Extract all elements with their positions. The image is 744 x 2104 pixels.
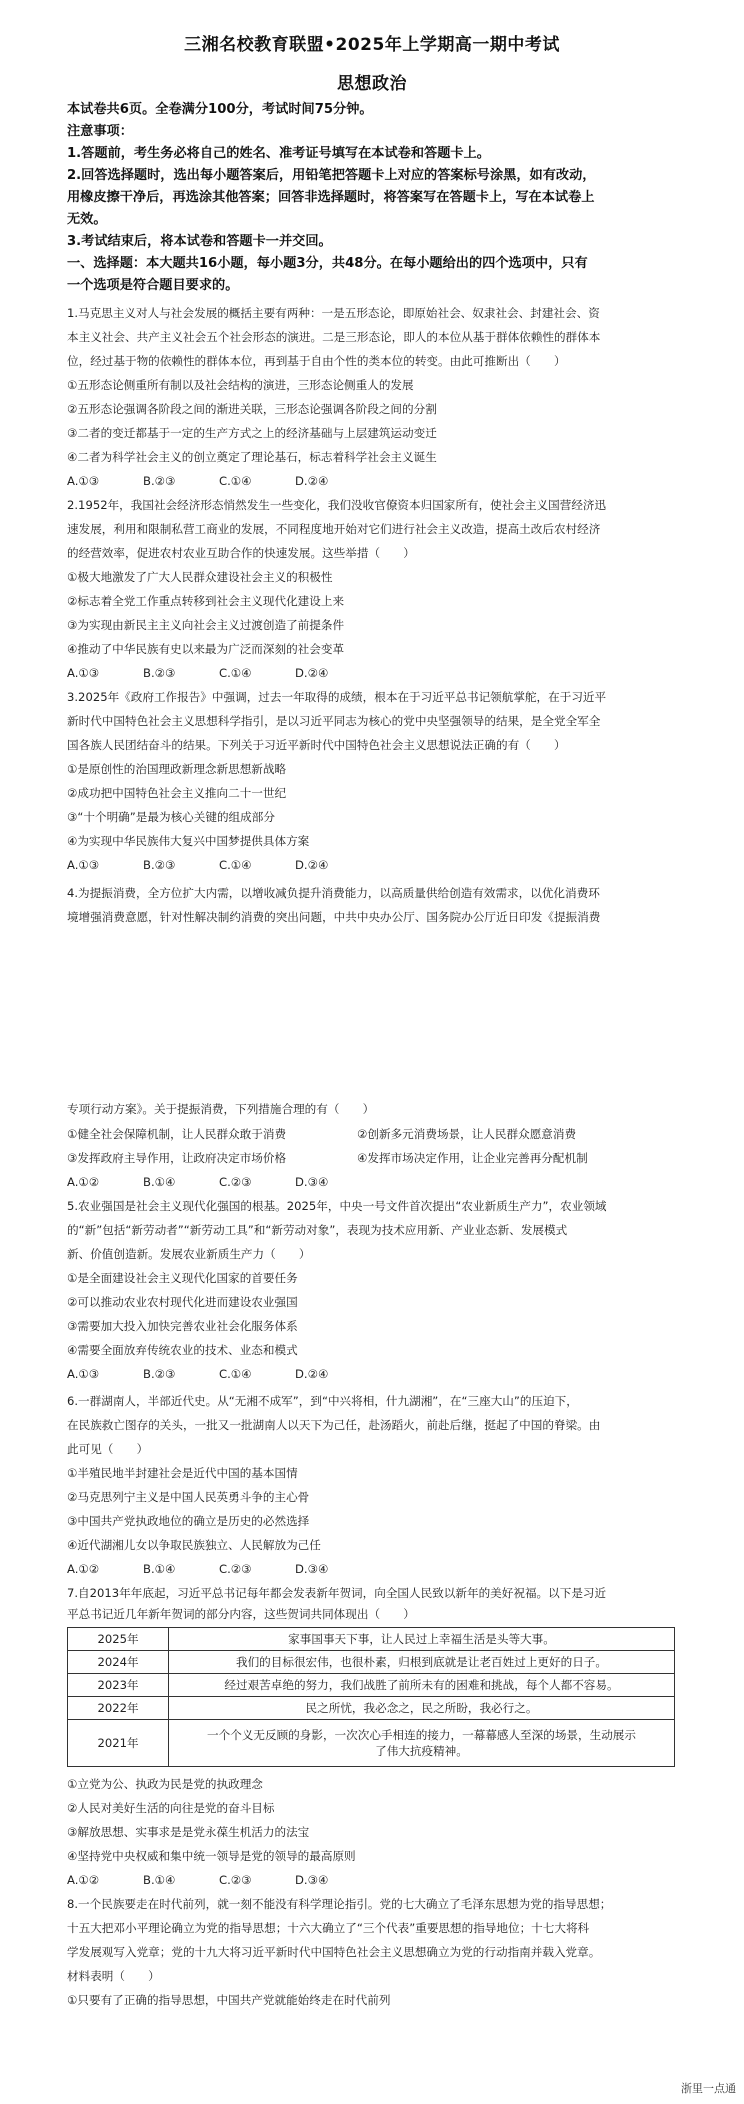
question-stem: 的“新”包括“新劳动者”“新劳动工具”和“新劳动对象”，表现为技术应用新、产业业态新、发展模式 bbox=[67, 1223, 568, 1237]
table-row bbox=[68, 1651, 675, 1674]
year-cell: 2023年 bbox=[68, 1674, 169, 1697]
statement-item: ②标志着全党工作重点转移到社会主义现代化建设上来 bbox=[67, 594, 345, 608]
statement-item: ①只要有了正确的指导思想，中国共产党就能始终走在时代前列 bbox=[67, 1993, 391, 2007]
statement-item: ②人民对美好生活的向往是党的奋斗目标 bbox=[67, 1801, 275, 1815]
question-stem: 7.自2013年年底起，习近平总书记每年都会发表新年贺词，向全国人民致以新年的美好祝福。以下是习近 bbox=[67, 1586, 607, 1600]
question-stem: 速发展，利用和限制私营工商业的发展，不同程度地开始对它们进行社会主义改造，提高土改后农村经济 bbox=[67, 522, 601, 536]
statement-item: ③中国共产党执政地位的确立是历史的必然选择 bbox=[67, 1514, 310, 1528]
option-c: C.②③ bbox=[219, 1175, 252, 1189]
option-a: A.①② bbox=[67, 1873, 100, 1887]
question-stem: 3.2025年《政府工作报告》中强调，过去一年取得的成绩，根本在于习近平总书记领航掌舵，在于习近平 bbox=[67, 690, 607, 704]
year-cell: 2021年 bbox=[68, 1720, 169, 1767]
table-row bbox=[68, 1720, 675, 1767]
option-a: A.①② bbox=[67, 1175, 100, 1189]
statement-item: ①立党为公、执政为民是党的执政理念 bbox=[67, 1777, 263, 1791]
option-c: C.①④ bbox=[219, 1367, 252, 1381]
option-a: A.①③ bbox=[67, 1367, 100, 1381]
statement-item: ④二者为科学社会主义的创立奠定了理论基石，标志着科学社会主义诞生 bbox=[67, 450, 437, 464]
question-stem: 境增强消费意愿，针对性解决制约消费的突出问题，中共中央办公厅、国务院办公厅近日印发《提振消费 bbox=[67, 910, 601, 924]
question-stem: 学发展观写入党章；党的十九大将习近平新时代中国特色社会主义思想确立为党的行动指南并载入党章。 bbox=[67, 1945, 601, 1959]
statement-item: ③发挥政府主导作用，让政府决定市场价格 bbox=[67, 1151, 287, 1165]
statement-item: ④坚持党中央权威和集中统一领导是党的领导的最高原则 bbox=[67, 1849, 356, 1863]
statement-item: ③“十个明确”是最为核心关键的组成部分 bbox=[67, 810, 275, 824]
question-stem: 2.1952年，我国社会经济形态悄然发生一些变化，我们没收官僚资本归国家所有，使社会主义国营经济迅 bbox=[67, 498, 607, 512]
option-d: D.③④ bbox=[295, 1562, 329, 1576]
quote-cell bbox=[169, 1720, 675, 1767]
statement-item: ④需要全面放弃传统农业的技术、业态和模式 bbox=[67, 1343, 298, 1357]
statement-item: ④近代湖湘儿女以争取民族独立、人民解放为己任 bbox=[67, 1538, 321, 1552]
statement-item: ②创新多元消费场景，让人民群众愿意消费 bbox=[357, 1127, 577, 1141]
question-stem: 国各族人民团结奋斗的结果。下列关于习近平新时代中国特色社会主义思想说法正确的有（ ） bbox=[67, 738, 566, 752]
statement-row bbox=[67, 1150, 677, 1166]
option-d: D.②④ bbox=[295, 1367, 329, 1381]
option-b: B.②③ bbox=[143, 858, 176, 872]
quote-cell: 民之所忧，我必念之，民之所盼，我必行之。 bbox=[169, 1697, 675, 1720]
option-c: C.②③ bbox=[219, 1562, 252, 1576]
option-a: A.①③ bbox=[67, 666, 100, 680]
option-c: C.①④ bbox=[219, 474, 252, 488]
exam-info: 本试卷共6页。全卷满分100分，考试时间75分钟。 bbox=[67, 102, 373, 117]
statement-item: ②五形态论强调各阶段之间的渐进关联，三形态论强调各阶段之间的分割 bbox=[67, 402, 437, 416]
section-heading: 一个选项是符合题目要求的。 bbox=[67, 278, 239, 293]
option-c: C.①④ bbox=[219, 666, 252, 680]
option-b: B.②③ bbox=[143, 666, 176, 680]
question-stem: 在民族救亡图存的关头，一批又一批湖南人以天下为己任，赴汤蹈火，前赴后继，挺起了中国的脊梁。由 bbox=[67, 1418, 601, 1432]
question-stem: 平总书记近几年新年贺词的部分内容，这些贺词共同体现出（ ） bbox=[67, 1607, 415, 1621]
statement-item: ③需要加大投入加快完善农业社会化服务体系 bbox=[67, 1319, 298, 1333]
option-b: B.①④ bbox=[143, 1562, 176, 1576]
statement-item: ①极大地激发了广大人民群众建设社会主义的积极性 bbox=[67, 570, 333, 584]
table-row bbox=[68, 1674, 675, 1697]
question-stem: 专项行动方案》。关于提振消费，下列措施合理的有（ ） bbox=[67, 1102, 375, 1116]
option-b: B.②③ bbox=[143, 474, 176, 488]
new-year-speech-table bbox=[67, 1627, 675, 1767]
year-cell: 2024年 bbox=[68, 1651, 169, 1674]
exam-title: 三湘名校教育联盟•2025年上学期高一期中考试 bbox=[184, 35, 560, 55]
question-stem: 5.农业强国是社会主义现代化强国的根基。2025年，中央一号文件首次提出“农业新质生产力”，农业领域 bbox=[67, 1199, 607, 1213]
note-item: 无效。 bbox=[67, 212, 107, 227]
statement-item: ①是原创性的治国理政新理念新思想新战略 bbox=[67, 762, 287, 776]
subject-title: 思想政治 bbox=[337, 74, 407, 94]
quote-line: 了伟大抗疫精神。 bbox=[375, 1744, 468, 1758]
year-cell: 2022年 bbox=[68, 1697, 169, 1720]
option-a: A.①③ bbox=[67, 474, 100, 488]
note-item: 1.答题前，考生务必将自己的姓名、准考证号填写在本试卷和答题卡上。 bbox=[67, 146, 490, 161]
option-b: B.①④ bbox=[143, 1873, 176, 1887]
source-watermark: 浙里一点通 bbox=[681, 2082, 736, 2095]
question-stem: 的经营效率，促进农村农业互助合作的快速发展。这些举措（ ） bbox=[67, 546, 415, 560]
statement-item: ①五形态论侧重所有制以及社会结构的演进，三形态论侧重人的发展 bbox=[67, 378, 414, 392]
statement-item: ①是全面建设社会主义现代化国家的首要任务 bbox=[67, 1271, 298, 1285]
notes-heading: 注意事项： bbox=[67, 124, 133, 139]
statement-item: ③二者的变迁都基于一定的生产方式之上的经济基础与上层建筑运动变迁 bbox=[67, 426, 437, 440]
question-stem: 十五大把邓小平理论确立为党的指导思想；十六大确立了“三个代表”重要思想的指导地位；十七大将科 bbox=[67, 1921, 590, 1935]
option-a: A.①③ bbox=[67, 858, 100, 872]
question-stem: 6.一群湖南人，半部近代史。从“无湘不成军”，到“中兴将相，什九湖湘”，在“三座大山”的压迫下， bbox=[67, 1394, 578, 1408]
option-d: D.②④ bbox=[295, 474, 329, 488]
option-b: B.①④ bbox=[143, 1175, 176, 1189]
year-cell: 2025年 bbox=[68, 1628, 169, 1651]
statement-row bbox=[67, 1126, 677, 1142]
option-d: D.③④ bbox=[295, 1175, 329, 1189]
table-row bbox=[68, 1628, 675, 1651]
question-stem: 本主义社会、共产主义社会五个社会形态的演进。二是三形态论，即人的本位从基于群体依赖性的群体本 bbox=[67, 330, 601, 344]
note-item: 用橡皮擦干净后，再选涂其他答案；回答非选择题时，将答案写在答题卡上，写在本试卷上 bbox=[67, 190, 595, 205]
table-row bbox=[68, 1697, 675, 1720]
option-d: D.③④ bbox=[295, 1873, 329, 1887]
quote-cell: 经过艰苦卓绝的努力，我们战胜了前所未有的困难和挑战，每个人都不容易。 bbox=[169, 1674, 675, 1697]
question-stem: 材料表明（ ） bbox=[67, 1969, 160, 1983]
question-stem: 新时代中国特色社会主义思想科学指引，是以习近平同志为核心的党中央坚强领导的结果，是全党全军全 bbox=[67, 714, 601, 728]
statement-item: ③为实现由新民主主义向社会主义过渡创造了前提条件 bbox=[67, 618, 345, 632]
option-c: C.②③ bbox=[219, 1873, 252, 1887]
statement-item: ②成功把中国特色社会主义推向二十一世纪 bbox=[67, 786, 287, 800]
statement-item: ④为实现中华民族伟大复兴中国梦提供具体方案 bbox=[67, 834, 310, 848]
note-item: 3.考试结束后，将本试卷和答题卡一并交回。 bbox=[67, 234, 332, 249]
statement-item: ③解放思想、实事求是是党永葆生机活力的法宝 bbox=[67, 1825, 310, 1839]
statement-item: ④推动了中华民族有史以来最为广泛而深刻的社会变革 bbox=[67, 642, 345, 656]
question-stem: 新、价值创造新。发展农业新质生产力（ ） bbox=[67, 1247, 311, 1261]
note-item: 2.回答选择题时，选出每小题答案后，用铅笔把答题卡上对应的答案标号涂黑，如有改动， bbox=[67, 168, 596, 183]
section-heading: 一、选择题：本大题共16小题，每小题3分，共48分。在每小题给出的四个选项中，只有 bbox=[67, 256, 588, 271]
statement-item: ②马克思列宁主义是中国人民英勇斗争的主心骨 bbox=[67, 1490, 310, 1504]
statement-item: ①半殖民地半封建社会是近代中国的基本国情 bbox=[67, 1466, 298, 1480]
statement-item: ②可以推动农业农村现代化进而建设农业强国 bbox=[67, 1295, 298, 1309]
question-stem: 位，经过基于物的依赖性的群体本位，再到基于自由个性的类本位的转变。由此可推断出（ ） bbox=[67, 354, 566, 368]
option-b: B.②③ bbox=[143, 1367, 176, 1381]
statement-item: ④发挥市场决定作用，让企业完善再分配机制 bbox=[357, 1151, 588, 1165]
option-c: C.①④ bbox=[219, 858, 252, 872]
quote-cell: 我们的目标很宏伟，也很朴素，归根到底就是让老百姓过上更好的日子。 bbox=[169, 1651, 675, 1674]
question-stem: 8.一个民族要走在时代前列，就一刻不能没有科学理论指引。党的七大确立了毛泽东思想为党的指导思想； bbox=[67, 1897, 612, 1911]
question-stem: 此可见（ ） bbox=[67, 1442, 149, 1456]
question-stem: 1.马克思主义对人与社会发展的概括主要有两种：一是五形态论，即原始社会、奴隶社会、封建社会、资 bbox=[67, 306, 600, 320]
question-stem: 4.为提振消费，全方位扩大内需，以增收减负提升消费能力，以高质量供给创造有效需求，以优化消费环 bbox=[67, 886, 600, 900]
quote-cell: 家事国事天下事，让人民过上幸福生活是头等大事。 bbox=[169, 1628, 675, 1651]
option-a: A.①② bbox=[67, 1562, 100, 1576]
option-d: D.②④ bbox=[295, 858, 329, 872]
quote-line: 一个个义无反顾的身影，一次次心手相连的接力，一幕幕感人至深的场景，生动展示 bbox=[207, 1728, 636, 1742]
statement-item: ①健全社会保障机制，让人民群众敢于消费 bbox=[67, 1127, 287, 1141]
option-d: D.②④ bbox=[295, 666, 329, 680]
